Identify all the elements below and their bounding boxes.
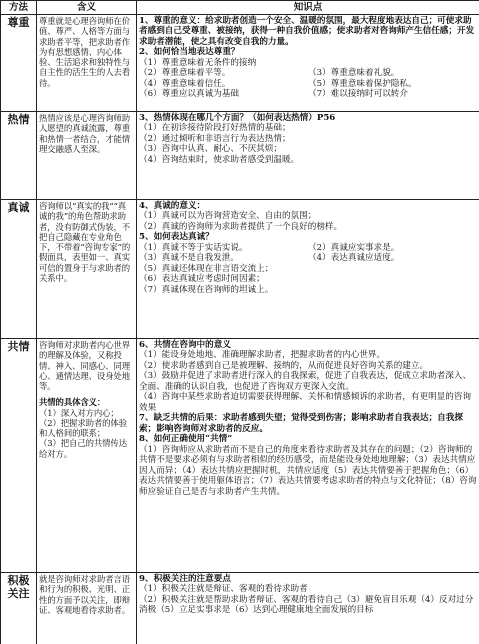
point-line (139, 89, 477, 99)
table-row (1, 339, 479, 573)
point-text: （2）真诚应实事求是。 (308, 242, 400, 253)
table-row (1, 573, 479, 644)
point-line: （2）积极关注就是帮助求助者辩证、客观的看待自己（3）避免盲目乐观（4）反对过分消极（5）立足实事求是（6）达到心理健康地全面发展的目标 (139, 594, 474, 616)
point-title: 5、如何表达真诚？ (139, 232, 214, 243)
point-text: （3）真诚不是自我发泄。 (139, 253, 239, 264)
meaning-extra-item: （3）把自己的共情传达给对方。 (39, 438, 127, 459)
point-line: （1）真诚可以为咨询营造安全、自由的氛围； (139, 211, 317, 222)
point-line: （1）在初诊接待阶段打好热情的基础； (139, 123, 291, 134)
meaning-cell: 尊重就是心理咨询师在价值、尊严、人格等方面与求助者平等，把求助者作为有思想感情、内心体验、生活追求和独特性与自主性的活生生的人去看待。 (37, 15, 137, 112)
point-text: （7）难以接纳时可以转介 (308, 89, 408, 100)
point-title: 1、尊重的意义：给求助者创造一个安全、温暖的氛围，最大程度地表达自己；可使求助者感到自己受尊重、被接纳，获得一种自我价值感；使求助者对咨询师产生信任感；开发求助者潜能，使之具有改变自我的力量。 (139, 16, 475, 47)
point-line (139, 68, 477, 78)
points-cell (137, 15, 479, 112)
table-row (1, 112, 479, 200)
point-title: 3、热情体现在哪几个方面？（如何表达热情）P56 (139, 113, 336, 123)
meaning-cell: 就是咨询师对求助者言语和行为的积极、光明、正性的方面予以关注，即辩证、客观地看待求助者。 (37, 573, 137, 644)
meaning-cell: 热情应该是心理咨询师助人愿望的真诚流露，尊重和热情一者结合，才能情理交融感人至深。 (37, 112, 137, 200)
method-cell: 积极关注 (1, 573, 37, 644)
points-cell (137, 573, 479, 644)
points-cell (137, 339, 479, 573)
point-text: （1）真诚不等于实话实说。 (139, 242, 248, 253)
point-text (308, 58, 477, 68)
point-title: 7、缺乏共情的后果：求助者感到失望；觉得受到伤害；影响求助者自我表达；自我探索；影响咨询师对求助者的反应。 (139, 413, 463, 434)
meaning-cell (37, 339, 137, 573)
point-line: （3）鼓励并促进了求助者进行深入的自我探索，促进了自我表达，促成立求助者深入、全面、准确的认识自我，也促进了咨询双方更深入交流。 (139, 371, 472, 392)
points-cell (137, 200, 479, 339)
header-method: 方法 (1, 1, 37, 15)
method-cell: 热情 (1, 112, 37, 200)
point-line: （2）使求助者感到自己是被理解、接纳的，从而促进良好咨询关系的建立。 (139, 360, 429, 371)
method-cell: 共情 (1, 339, 37, 573)
point-text: （5）尊重意味着保护隐私。 (308, 78, 417, 89)
point-line (139, 253, 477, 263)
point-text: （4）表达真诚应适度。 (308, 253, 400, 264)
meaning-text: 咨询师对求助者内心世界的理解及体验，又称投情、神入、同感心、同理心、通情达理、设身处地等。 (39, 340, 131, 391)
point-line: （2）通过倾听和非语言行为表达热情； (139, 133, 291, 144)
meaning-extra-item: （2）把握求助者的体验和人格间的联系； (39, 417, 127, 438)
point-text: （1）尊重意味着无条件的接纳 (139, 57, 257, 68)
point-text: （6）尊重应以真诚为基础 (139, 89, 239, 100)
method-cell: 真诚 (1, 200, 37, 339)
point-line (139, 58, 477, 68)
point-line: （1）咨询师应从求助者而不是自己的角度来看待求助者及其存在的问题；（2）咨询师的共情不是要求必须有与求助者相似的经历感受，而是能设身处地地理解；（3）表达共情应因人而异；（4）表达共情应把握时机，共情应适度（5）表达共情要善于把握角色；（6）表达共情要善于使用躯体语言；（7）表达共情要考虑求助者的特点与文化特征；（8）咨询师应验证自己是否与求助者产生共情。 (139, 444, 477, 497)
point-title: 9、积极关注的注意要点 (139, 574, 231, 584)
point-line (139, 79, 477, 89)
table-row (1, 15, 479, 112)
method-cell: 尊重 (1, 15, 37, 112)
point-text: （4）尊重意味着信任。 (139, 78, 231, 89)
point-line: （1）能设身处地地、准确理解求助者，把握求助者的内心世界。 (139, 350, 386, 361)
meaning-cell: 咨询师以“真实的我”“真诚的我”的角色帮助求助者，没有防御式伪装，不把自己隐藏在专业角色下，不带着“咨询专家”的假面具，表里如一、真实可信的置身于与求助者的关系中。 (37, 200, 137, 339)
point-line (139, 243, 477, 253)
point-line: （4）咨询结束时，使求助者感受到温暖。 (139, 154, 300, 165)
point-line: （6）表达真诚应考虑时间因素； (139, 274, 265, 285)
point-line: （7）真诚体现在咨询师的坦诚上。 (139, 284, 274, 295)
point-line: （5）真诚还体现在非言语交流上； (139, 263, 274, 274)
header-points: 知识点 (137, 1, 479, 15)
point-text: （2）尊重意味着平等。 (139, 68, 231, 79)
table-row (1, 200, 479, 339)
point-title: 2、如何恰当地表达尊重？ (139, 47, 240, 58)
point-title: 8、如何正确使用“共情” (139, 434, 233, 445)
point-line: （4）咨询中某些求助者迫切需要获得理解、关怀和情感倾诉的求助者，有更明显的咨询效果 (139, 392, 472, 413)
table-header-row (1, 1, 479, 15)
point-line: （1）积极关注就是辩证、客观的看待求助者 (139, 584, 308, 595)
point-text: （3）尊重意味着礼貌。 (308, 68, 400, 79)
point-title: 6、共情在咨询中的意义 (139, 340, 231, 350)
header-meaning: 含义 (37, 1, 137, 15)
point-line: （2）真诚的咨询师为求助者提供了一个良好的榜样。 (139, 221, 343, 232)
meaning-subtitle: 共情的具体含义： (39, 397, 106, 408)
points-cell (137, 112, 479, 200)
meaning-extra-item: （1）深入对方内心； (39, 407, 119, 418)
point-title: 4、真诚的意义： (139, 201, 206, 211)
point-line: （3）咨询中认真、耐心、不厌其烦； (139, 144, 282, 155)
